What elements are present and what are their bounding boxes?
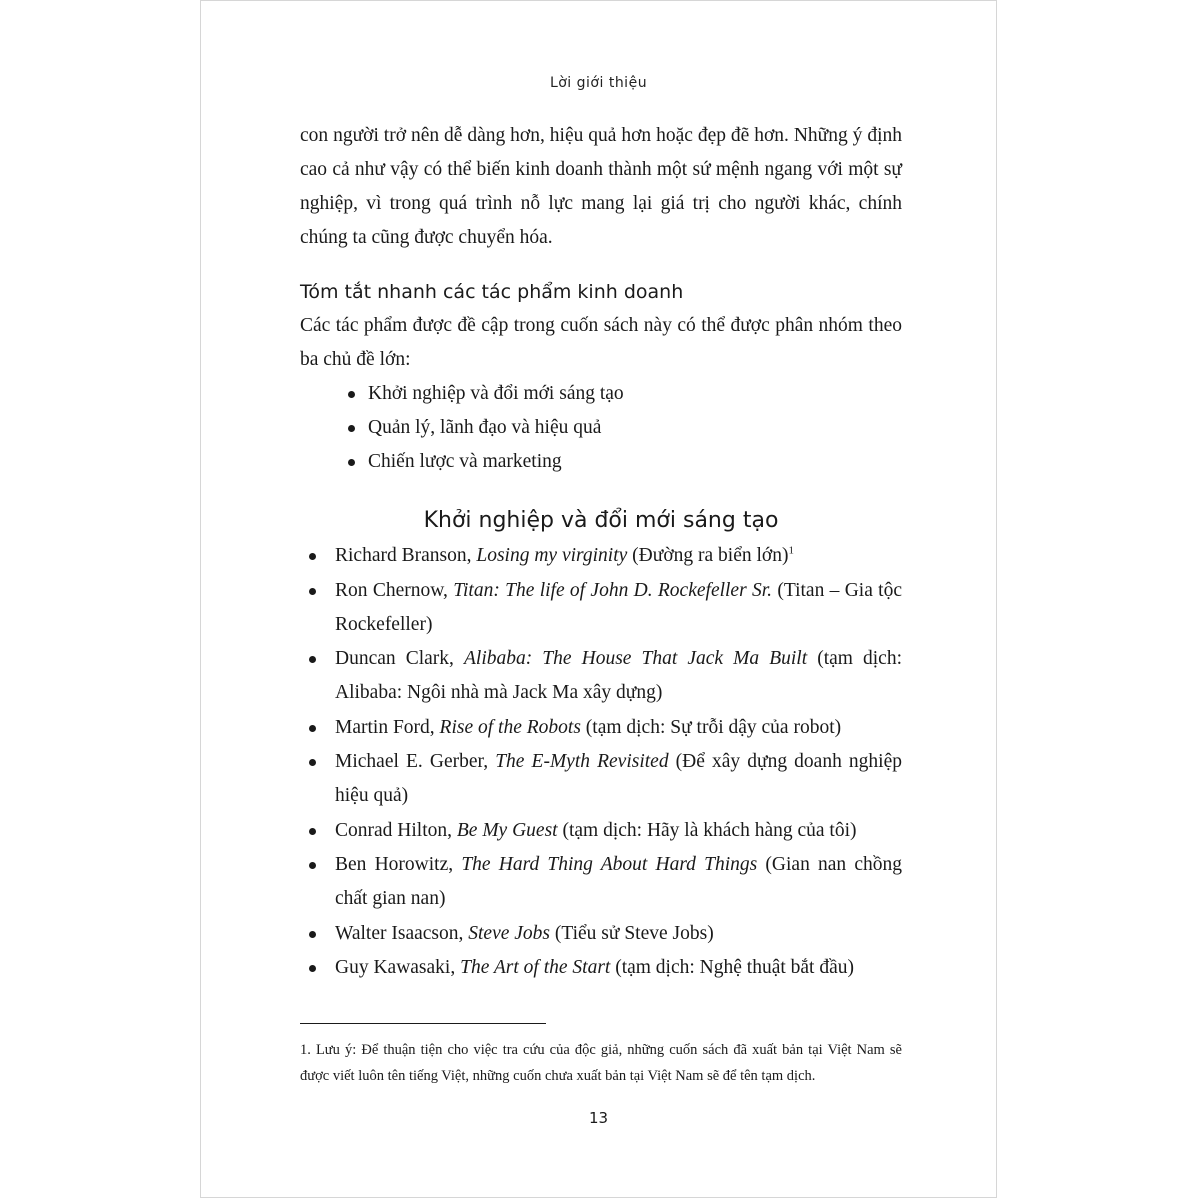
footnote-ref: 1 [788,544,794,557]
book-page [200,0,997,1198]
book-title: The Art of the Start [460,957,611,978]
book-author: Ron Chernow, [335,579,454,601]
book-note: (Titan – Gia tộc Rockefeller) [335,579,902,635]
bullet-icon [309,931,316,938]
theme-label: Quản lý, lãnh đạo và hiệu quả [368,417,602,438]
book-note: (Gian nan chồng chất gian nan) [335,854,902,909]
book-note: (tạm dịch: Nghệ thuật bắt đầu) [610,957,855,978]
theme-label: Chiến lược và marketing [368,451,562,472]
book-title: Alibaba: The House That Jack Ma Built [463,648,808,669]
book-note: (tạm dịch: Hãy là khách hàng của tôi) [557,819,857,841]
list-item [348,377,902,411]
list-item [300,711,902,745]
chapter-heading: Khởi nghiệp và đổi mới sáng tạo [423,508,779,533]
list-item [300,917,902,951]
bullet-icon [309,759,316,766]
book-note: (tạm dịch: Alibaba: Ngôi nhà mà Jack Ma xây dựng) [335,648,902,703]
book-title: The Hard Thing About Hard Things [461,854,758,875]
book-author: Ben Horowitz, [335,854,462,875]
list-item [300,848,902,916]
book-author: Michael E. Gerber, [335,751,496,772]
book-title: Steve Jobs [468,922,551,944]
book-author: Conrad Hilton, [335,819,457,841]
list-item [300,539,902,573]
book-title: Be My Guest [456,819,558,841]
books-list [300,539,902,985]
running-header: Lời giới thiệu [549,75,648,91]
bullet-icon [309,965,316,972]
list-item [300,745,902,813]
book-title: Titan: The life of John D. Rockefeller Sr. [453,579,773,601]
book-note: (Đường ra biển lớn) [627,545,789,566]
book-author: Martin Ford, [335,716,440,738]
book-note: (Tiểu sử Steve Jobs) [550,922,714,944]
bullet-icon [309,553,316,560]
bullet-icon [348,459,355,466]
book-title: Losing my virginity [476,545,628,566]
book-title: Rise of the Robots [439,716,581,738]
footnote-divider [300,1023,546,1024]
bullet-icon [309,588,316,595]
list-item [300,574,902,642]
themes-list [300,377,902,479]
book-title: The E-Myth Revisited [495,751,669,772]
list-item [300,642,902,710]
book-author: Duncan Clark, [335,648,464,669]
bullet-icon [348,391,355,398]
book-author: Richard Branson, [335,545,477,566]
bullet-icon [348,425,355,432]
bullet-icon [309,862,316,869]
list-item [348,411,902,445]
bullet-icon [309,828,316,835]
bullet-icon [309,656,316,663]
bullet-icon [309,725,316,732]
list-item [300,814,902,848]
footnote: 1. Lưu ý: Để thuận tiện cho việc tra cứu của độc giả, những cuốn sách đã xuất bản tại Việt Nam sẽ được viết luôn tên tiếng Việt, những cuốn chưa xuất bản tại Việt Nam sẽ để tên tạm dịch. [300,1042,902,1084]
page-content [300,119,902,986]
theme-label: Khởi nghiệp và đổi mới sáng tạo [368,383,624,404]
book-note: (tạm dịch: Sự trỗi dậy của robot) [580,716,842,738]
summary-heading: Tóm tắt nhanh các tác phẩm kinh doanh [300,281,684,303]
book-author: Walter Isaacson, [335,922,469,944]
list-item [348,445,902,479]
summary-intro-paragraph: Các tác phẩm được đề cập trong cuốn sách này có thể được phân nhóm theo ba chủ đề lớn: [300,315,902,370]
intro-paragraph: con người trở nên dễ dàng hơn, hiệu quả hơn hoặc đẹp đẽ hơn. Những ý định cao cả như vậy có thể biến kinh doanh thành một sứ mệnh ngang với một sự nghiệp, vì trong quá trình nỗ lực mang lại giá trị cho người khác, chính chúng ta cũng được chuyển hóa. [300,125,902,248]
book-note: (Để xây dựng doanh nghiệp hiệu quả) [335,751,902,806]
page-number: 13 [588,1109,609,1127]
list-item [300,951,902,985]
book-author: Guy Kawasaki, [335,957,461,978]
